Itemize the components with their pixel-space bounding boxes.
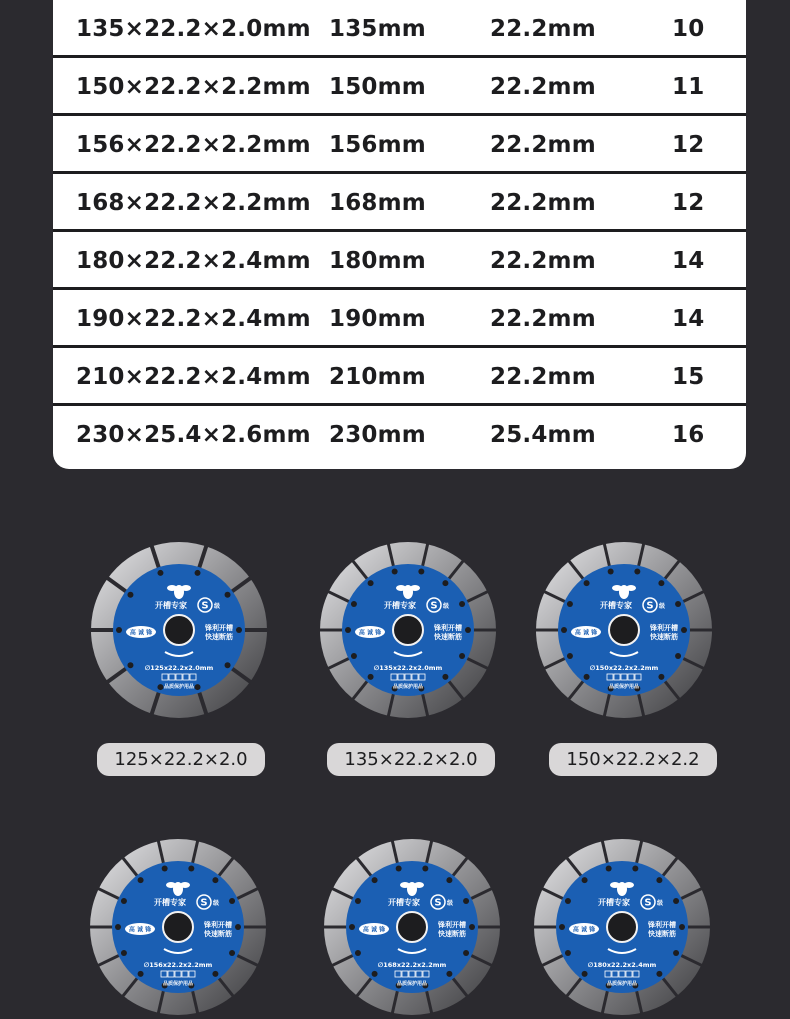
blade-label-text: 高 诚 锋 <box>128 926 152 934</box>
table-cell-teeth: 12 <box>672 190 705 216</box>
table-cell-teeth: 14 <box>672 306 705 332</box>
table-cell-bore: 22.2mm <box>490 306 596 332</box>
blade-label-text: 锋利开槽 <box>438 921 466 929</box>
blade-label-text: 高 诚 锋 <box>572 926 596 934</box>
blade-label-text: 级 <box>446 900 454 907</box>
table-row <box>53 348 746 406</box>
table-row <box>53 174 746 232</box>
blade-label-text: S <box>200 897 208 909</box>
table-cell-model: 210×22.2×2.4mm <box>76 364 311 390</box>
size-caption-badge: 150×22.2×2.2 <box>549 743 717 776</box>
blade-label-text: 锋利开槽 <box>205 624 233 632</box>
table-cell-teeth: 16 <box>672 422 705 448</box>
blade-label-text: ∅156x22.2x2.2mm <box>143 961 213 969</box>
table-cell-bore: 22.2mm <box>490 132 596 158</box>
table-cell-model: 135×22.2×2.0mm <box>76 16 311 42</box>
blade-label-text: 品质保护用品 <box>396 981 428 987</box>
blade-label-text: 锋利开槽 <box>648 921 676 929</box>
table-cell-model: 150×22.2×2.2mm <box>76 74 311 100</box>
blade-label-text: 开槽专家 <box>384 601 416 610</box>
blade-label-text: S <box>646 600 654 612</box>
saw-blade-image <box>86 835 270 1019</box>
saw-blade-image <box>530 835 714 1019</box>
blade-label-text: 品质保护用品 <box>606 981 638 987</box>
table-cell-outer: 156mm <box>329 132 426 158</box>
table-row <box>53 0 746 58</box>
blade-label-text: 高 诚 锋 <box>362 926 386 934</box>
blade-label-text: ∅180x22.2x2.4mm <box>587 961 657 969</box>
blade-label-text: 快速断筋 <box>438 930 466 938</box>
table-row <box>53 58 746 116</box>
blade-label-text: 品质保护用品 <box>163 684 195 690</box>
blade-label-text: 快速断筋 <box>650 633 678 641</box>
table-cell-model: 168×22.2×2.2mm <box>76 190 311 216</box>
blade-label-text: S <box>201 600 209 612</box>
table-cell-outer: 135mm <box>329 16 426 42</box>
table-cell-bore: 22.2mm <box>490 16 596 42</box>
table-row <box>53 232 746 290</box>
blade-label-text: 高 诚 锋 <box>574 629 598 637</box>
table-cell-outer: 180mm <box>329 248 426 274</box>
blade-label-text: 级 <box>212 900 220 907</box>
table-cell-teeth: 12 <box>672 132 705 158</box>
table-cell-model: 180×22.2×2.4mm <box>76 248 311 274</box>
table-cell-bore: 25.4mm <box>490 422 596 448</box>
blade-label-text: 开槽专家 <box>600 601 632 610</box>
table-row <box>53 290 746 348</box>
blade-label-text: 品质保护用品 <box>392 684 424 690</box>
blade-label-text: ∅125x22.2x2.0mm <box>144 664 214 672</box>
blade-label-text: 品质保护用品 <box>608 684 640 690</box>
blade-label-text: 级 <box>442 603 450 610</box>
blade-label-text: 锋利开槽 <box>204 921 232 929</box>
size-caption-badge: 135×22.2×2.0 <box>327 743 495 776</box>
table-cell-outer: 230mm <box>329 422 426 448</box>
table-cell-teeth: 14 <box>672 248 705 274</box>
table-row <box>53 406 746 464</box>
table-cell-teeth: 10 <box>672 16 705 42</box>
blade-label-text: 快速断筋 <box>204 930 232 938</box>
blade-label-text: 锋利开槽 <box>650 624 678 632</box>
saw-blade-image <box>87 538 271 722</box>
blade-label-text: S <box>434 897 442 909</box>
saw-blade-image <box>316 538 500 722</box>
table-cell-bore: 22.2mm <box>490 248 596 274</box>
table-cell-teeth: 11 <box>672 74 705 100</box>
blade-label-text: 快速断筋 <box>648 930 676 938</box>
blade-label-text: ∅135x22.2x2.0mm <box>373 664 443 672</box>
blade-label-text: 级 <box>656 900 664 907</box>
blade-label-text: 开槽专家 <box>598 898 630 907</box>
blade-label-text: 高 诚 锋 <box>129 629 153 637</box>
blade-label-text: 开槽专家 <box>388 898 420 907</box>
blade-label-text: 高 诚 锋 <box>358 629 382 637</box>
blade-label-text: S <box>430 600 438 612</box>
table-row <box>53 116 746 174</box>
saw-blade-image <box>532 538 716 722</box>
blade-label-text: 快速断筋 <box>434 633 462 641</box>
table-cell-outer: 190mm <box>329 306 426 332</box>
table-cell-outer: 210mm <box>329 364 426 390</box>
blade-label-text: ∅150x22.2x2.2mm <box>589 664 659 672</box>
size-caption-badge: 125×22.2×2.0 <box>97 743 265 776</box>
blade-label-text: ∅168x22.2x2.2mm <box>377 961 447 969</box>
table-cell-bore: 22.2mm <box>490 74 596 100</box>
blade-label-text: 快速断筋 <box>205 633 233 641</box>
table-cell-model: 156×22.2×2.2mm <box>76 132 311 158</box>
table-cell-bore: 22.2mm <box>490 364 596 390</box>
table-cell-outer: 168mm <box>329 190 426 216</box>
table-cell-model: 190×22.2×2.4mm <box>76 306 311 332</box>
spec-table <box>53 0 746 469</box>
table-cell-outer: 150mm <box>329 74 426 100</box>
blade-label-text: 开槽专家 <box>155 601 187 610</box>
blade-label-text: 级 <box>213 603 221 610</box>
table-cell-model: 230×25.4×2.6mm <box>76 422 311 448</box>
blade-label-text: 开槽专家 <box>154 898 186 907</box>
table-cell-teeth: 15 <box>672 364 705 390</box>
blade-label-text: 品质保护用品 <box>162 981 194 987</box>
blade-label-text: 锋利开槽 <box>434 624 462 632</box>
saw-blade-image <box>320 835 504 1019</box>
blade-label-text: 级 <box>658 603 666 610</box>
table-cell-bore: 22.2mm <box>490 190 596 216</box>
blade-label-text: S <box>644 897 652 909</box>
